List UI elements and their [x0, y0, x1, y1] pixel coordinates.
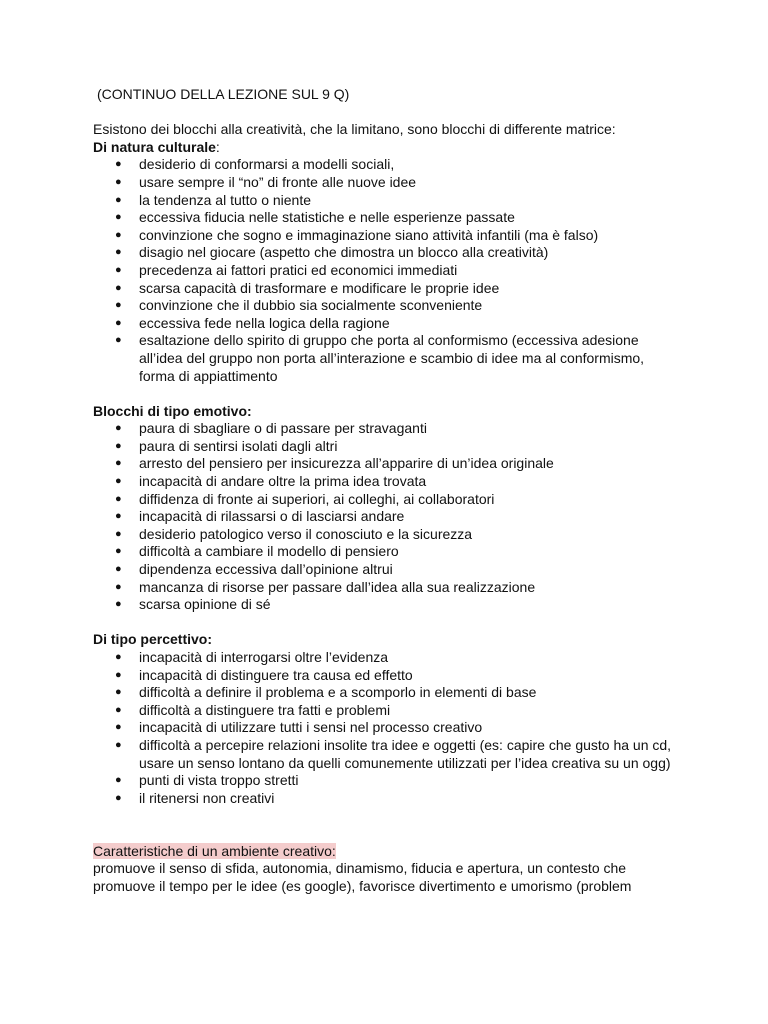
list-item-text: diffidenza di fronte ai superiori, ai colleghi, ai collaboratori	[139, 490, 495, 507]
bullet-icon: ●	[115, 334, 122, 347]
bullet-icon: ●	[115, 703, 122, 716]
list-item	[93, 579, 683, 597]
list-item-text: difficoltà a definire il problema e a scomporlo in elementi di base	[139, 684, 537, 701]
list-item-text: arresto del pensiero per insicurezza all’apparire di un’idea originale	[139, 455, 554, 472]
spacer	[93, 104, 683, 122]
list-item	[93, 684, 683, 702]
section-cultural	[93, 139, 683, 385]
spacer	[93, 825, 683, 843]
list-item-text: incapacità di rilassarsi o di lasciarsi andare	[139, 508, 405, 525]
section-heading-text: Di natura culturale	[93, 138, 216, 155]
bullet-icon: ●	[115, 316, 122, 329]
list-item-text: scarsa capacità di trasformare e modificare le proprie idee	[139, 279, 500, 296]
bullet-icon: ●	[115, 598, 122, 611]
list-item-text: esaltazione dello spirito di gruppo che porta al conformismo (eccessiva adesione all’idea del gruppo non porta all’interazione e scambio di idee ma al conformismo, forma di appiattimento	[139, 332, 645, 384]
bullet-icon: ●	[115, 439, 122, 452]
list-item-text: usare sempre il “no” di fronte alle nuove idee	[139, 173, 417, 190]
list-item	[93, 702, 683, 720]
section-heading-cultural	[93, 139, 683, 157]
intro-paragraph: Esistono dei blocchi alla creatività, che la limitano, sono blocchi di differente matrice:	[93, 121, 616, 138]
list-item-text: dipendenza eccessiva dall’opinione altrui	[139, 561, 393, 578]
section-heading-emotional: Blocchi di tipo emotivo:	[93, 402, 252, 419]
list-item	[93, 332, 683, 385]
list-item	[93, 156, 683, 174]
bullet-icon: ●	[115, 580, 122, 593]
list-item-text: eccessiva fiducia nelle statistiche e nelle esperienze passate	[139, 209, 515, 226]
final-heading: Caratteristiche di un ambiente creativo:	[93, 842, 336, 859]
list-item-text: difficoltà a cambiare il modello di pensiero	[139, 543, 399, 560]
bullet-icon: ●	[115, 175, 122, 188]
list-item-text: difficoltà a distinguere tra fatti e problemi	[139, 701, 391, 718]
list-item-text: desiderio di conformarsi a modelli sociali,	[139, 156, 395, 173]
list-item	[93, 174, 683, 192]
list-item-text: disagio nel giocare (aspetto che dimostra un blocco alla creatività)	[139, 244, 549, 261]
document-page	[93, 86, 683, 895]
bullet-icon: ●	[115, 422, 122, 435]
bullet-icon: ●	[115, 510, 122, 523]
list-item-text: paura di sentirsi isolati dagli altri	[139, 437, 338, 454]
list-item-text: incapacità di utilizzare tutti i sensi nel processo creativo	[139, 719, 483, 736]
section-heading-perceptive: Di tipo percettivo:	[93, 631, 213, 648]
bullet-icon: ●	[115, 527, 122, 540]
final-paragraph: promuove il senso di sfida, autonomia, dinamismo, fiducia e apertura, un contesto che promuove il tempo per le idee (es google), favorisce divertimento e umorismo (problem	[93, 860, 632, 894]
bullet-icon: ●	[115, 246, 122, 259]
list-item-text: la tendenza al tutto o niente	[139, 191, 312, 208]
list-item	[93, 667, 683, 685]
bullet-list-emotional	[93, 420, 683, 614]
list-item-text: incapacità di interrogarsi oltre l’evidenza	[139, 649, 389, 665]
list-item-text: convinzione che sogno e immaginazione siano attività infantili (ma è falso)	[139, 226, 599, 243]
spacer	[93, 614, 683, 632]
document-title: (CONTINUO DELLA LEZIONE SUL 9 Q)	[97, 86, 350, 102]
list-item-text: incapacità di andare oltre la prima idea trovata	[139, 473, 427, 490]
list-item	[93, 790, 683, 808]
list-item-text: paura di sbagliare o di passare per stravaganti	[139, 420, 427, 437]
list-item	[93, 561, 683, 579]
list-item	[93, 526, 683, 544]
bullet-icon: ●	[115, 492, 122, 505]
bullet-icon: ●	[115, 563, 122, 576]
list-item	[93, 192, 683, 210]
list-item-text: desiderio patologico verso il conosciuto e la sicurezza	[139, 525, 473, 542]
list-item	[93, 227, 683, 245]
list-item-text: difficoltà a percepire relazioni insolite tra idee e oggetti (es: capire che gusto ha un cd, usare un senso lontano da quelli comunemente utilizzati per l’idea creativa su un ogg)	[139, 736, 672, 771]
list-item	[93, 491, 683, 509]
bullet-icon: ●	[115, 686, 122, 699]
bullet-icon: ●	[115, 263, 122, 276]
list-item	[93, 473, 683, 491]
list-item	[93, 438, 683, 456]
bullet-icon: ●	[115, 457, 122, 470]
list-item-text: mancanza di risorse per passare dall’idea alla sua realizzazione	[139, 578, 536, 595]
list-item	[93, 420, 683, 438]
bullet-icon: ●	[115, 668, 122, 681]
bullet-icon: ●	[115, 158, 122, 171]
bullet-icon: ●	[115, 299, 122, 312]
list-item	[93, 315, 683, 333]
bullet-icon: ●	[115, 211, 122, 224]
list-item-text: il ritenersi non creativi	[139, 789, 275, 806]
bullet-icon: ●	[115, 281, 122, 294]
section-emotional	[93, 403, 683, 614]
list-item-text: precedenza ai fattori pratici ed economici immediati	[139, 261, 458, 278]
list-item	[93, 280, 683, 298]
bullet-list-cultural	[93, 156, 683, 385]
list-item-text: scarsa opinione di sé	[139, 596, 271, 613]
list-item	[93, 772, 683, 790]
spacer	[93, 807, 683, 825]
final-heading-line	[93, 843, 683, 861]
section-perceptive	[93, 631, 683, 807]
bullet-icon: ●	[115, 774, 122, 787]
list-item	[93, 719, 683, 737]
list-item-text: convinzione che il dubbio sia socialmente sconveniente	[139, 297, 483, 314]
list-item	[93, 262, 683, 280]
bullet-icon: ●	[115, 791, 122, 804]
bullet-list-perceptive	[93, 649, 683, 807]
list-item-text: incapacità di distinguere tra causa ed effetto	[139, 666, 413, 683]
list-item-text: punti di vista troppo stretti	[139, 772, 299, 789]
bullet-icon: ●	[115, 475, 122, 488]
list-item	[93, 596, 683, 614]
section-heading-suffix: :	[215, 138, 220, 155]
spacer	[93, 385, 683, 403]
list-item	[93, 209, 683, 227]
bullet-icon: ●	[115, 651, 122, 663]
list-item	[93, 244, 683, 262]
bullet-icon: ●	[115, 721, 122, 734]
bullet-icon: ●	[115, 193, 122, 206]
list-item	[93, 297, 683, 315]
bullet-icon: ●	[115, 738, 122, 751]
bullet-icon: ●	[115, 545, 122, 558]
bullet-icon: ●	[115, 228, 122, 241]
list-item	[93, 543, 683, 561]
list-item	[93, 455, 683, 473]
list-item	[93, 737, 683, 772]
list-item	[93, 508, 683, 526]
list-item-text: eccessiva fede nella logica della ragione	[139, 314, 390, 331]
list-item	[93, 649, 683, 667]
